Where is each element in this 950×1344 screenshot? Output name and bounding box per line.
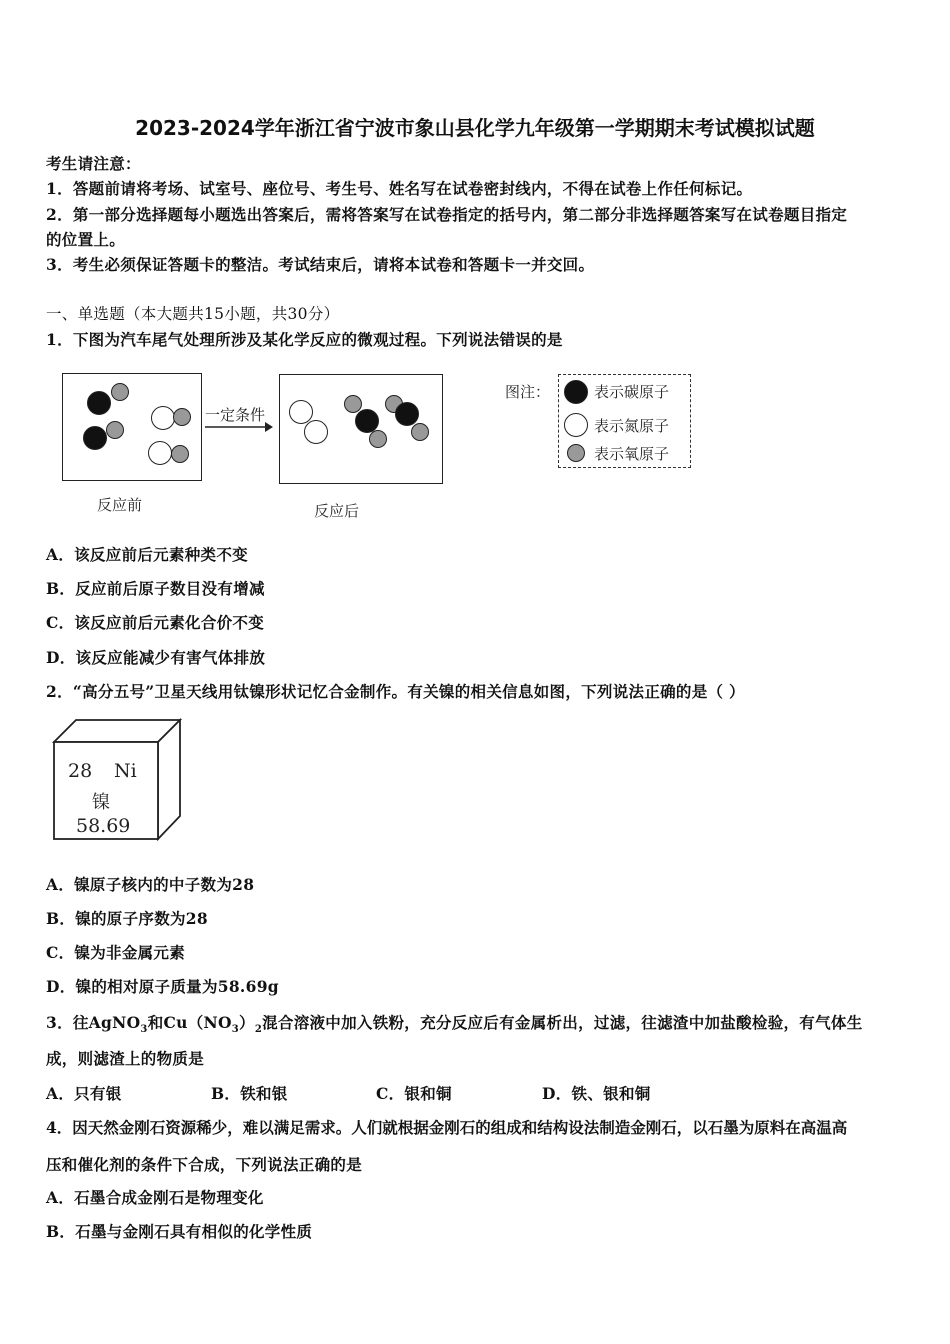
reaction-arrow-icon	[203, 420, 275, 434]
carbon-atom-legend-icon	[564, 380, 588, 404]
arrow-label: 一定条件	[205, 406, 266, 424]
notice-item-1: 1．答题前请将考场、试室号、座位号、考生号、姓名写在试卷密封线内，不得在试卷上作任何标记。	[46, 179, 753, 198]
q2-option-c: C．镍为非金属元素	[46, 943, 186, 962]
q1-option-a: A．该反应前后元素种类不变	[46, 545, 248, 564]
legend-box	[558, 374, 691, 468]
nitrogen-atom	[151, 406, 175, 430]
q2-stem: 2．“高分五号”卫星天线用钛镍形状记忆合金制作。有关镍的相关信息如图，下列说法正确的是（ ）	[46, 682, 745, 701]
q3-stem: 3．往AgNO$_3$和$Cu(NO_3)_2$混合溶液中加入铁粉，充分反应后有金属析出，过滤，往滤渣中加盐酸检验，有气体生	[46, 1013, 863, 1036]
notice-item-3: 3．考生必须保证答题卡的整洁。考试结束后，请将本试卷和答题卡一并交回。	[46, 255, 595, 274]
oxygen-atom	[171, 445, 189, 463]
q2-option-d: D．镍的相对原子质量为58.69g	[46, 977, 279, 996]
q3-option-c: C．银和铜	[376, 1084, 452, 1103]
nitrogen-atom	[304, 420, 328, 444]
carbon-atom	[83, 426, 107, 450]
q4-option-b: B．石墨与金刚石具有相似的化学性质	[46, 1222, 313, 1241]
q1-stem: 1．下图为汽车尾气处理所涉及某化学反应的微观过程。下列说法错误的是	[46, 330, 563, 349]
notice-item-2: 2．第一部分选择题每小题选出答案后，需将答案写在试卷指定的括号内，第二部分非选择题答案写在试卷题目指定	[46, 205, 848, 224]
q1-option-c: C．该反应前后元素化合价不变	[46, 613, 265, 632]
notice-heading: 考生请注意：	[46, 154, 141, 173]
carbon-atom	[395, 402, 419, 426]
q4-stem: 4．因天然金刚石资源稀少，难以满足需求。人们就根据金刚石的组成和结构设法制造金刚石，以石墨为原料在高温高	[46, 1118, 848, 1137]
element-name: 镍	[92, 792, 110, 813]
oxygen-atom	[106, 421, 124, 439]
q2-option-a: A．镍原子核内的中子数为28	[46, 875, 255, 894]
q4-stem-cont: 压和催化剂的条件下合成，下列说法正确的是	[46, 1155, 363, 1174]
legend-title: 图注：	[505, 383, 551, 401]
oxygen-atom-legend-icon	[567, 444, 585, 462]
q3-stem-cont: 成，则滤渣上的物质是	[46, 1049, 205, 1068]
after-label: 反应后	[314, 502, 360, 520]
legend-oxygen: 表示氧原子	[594, 445, 670, 463]
page-title: 2023-2024学年浙江省宁波市象山县化学九年级第一学期期末考试模拟试题	[135, 116, 815, 140]
legend-nitrogen: 表示氮原子	[594, 417, 670, 435]
section-heading: 一、单选题（本大题共15小题，共30分）	[46, 305, 340, 323]
notice-item-2-cont: 的位置上。	[46, 230, 126, 249]
element-symbol: Ni	[114, 760, 137, 782]
before-box	[62, 373, 202, 481]
oxygen-atom	[369, 430, 387, 448]
nitrogen-atom	[289, 400, 313, 424]
q3-option-a: A．只有银	[46, 1084, 122, 1103]
oxygen-atom	[411, 423, 429, 441]
nitrogen-atom	[148, 441, 172, 465]
q2-option-b: B．镍的原子序数为28	[46, 909, 208, 928]
atomic-number: 28	[68, 760, 93, 782]
nitrogen-atom-legend-icon	[564, 413, 588, 437]
after-box	[279, 374, 443, 484]
q4-option-a: A．石墨合成金刚石是物理变化	[46, 1188, 264, 1207]
oxygen-atom	[173, 408, 191, 426]
q1-option-b: B．反应前后原子数目没有增减	[46, 579, 265, 598]
carbon-atom	[87, 391, 111, 415]
oxygen-atom	[111, 383, 129, 401]
legend-carbon: 表示碳原子	[594, 383, 670, 401]
atomic-mass: 58.69	[76, 815, 131, 837]
before-label: 反应前	[97, 496, 143, 514]
q3-option-d: D．铁、银和铜	[542, 1084, 651, 1103]
q1-option-d: D．该反应能减少有害气体排放	[46, 648, 266, 667]
q3-option-b: B．铁和银	[211, 1084, 288, 1103]
